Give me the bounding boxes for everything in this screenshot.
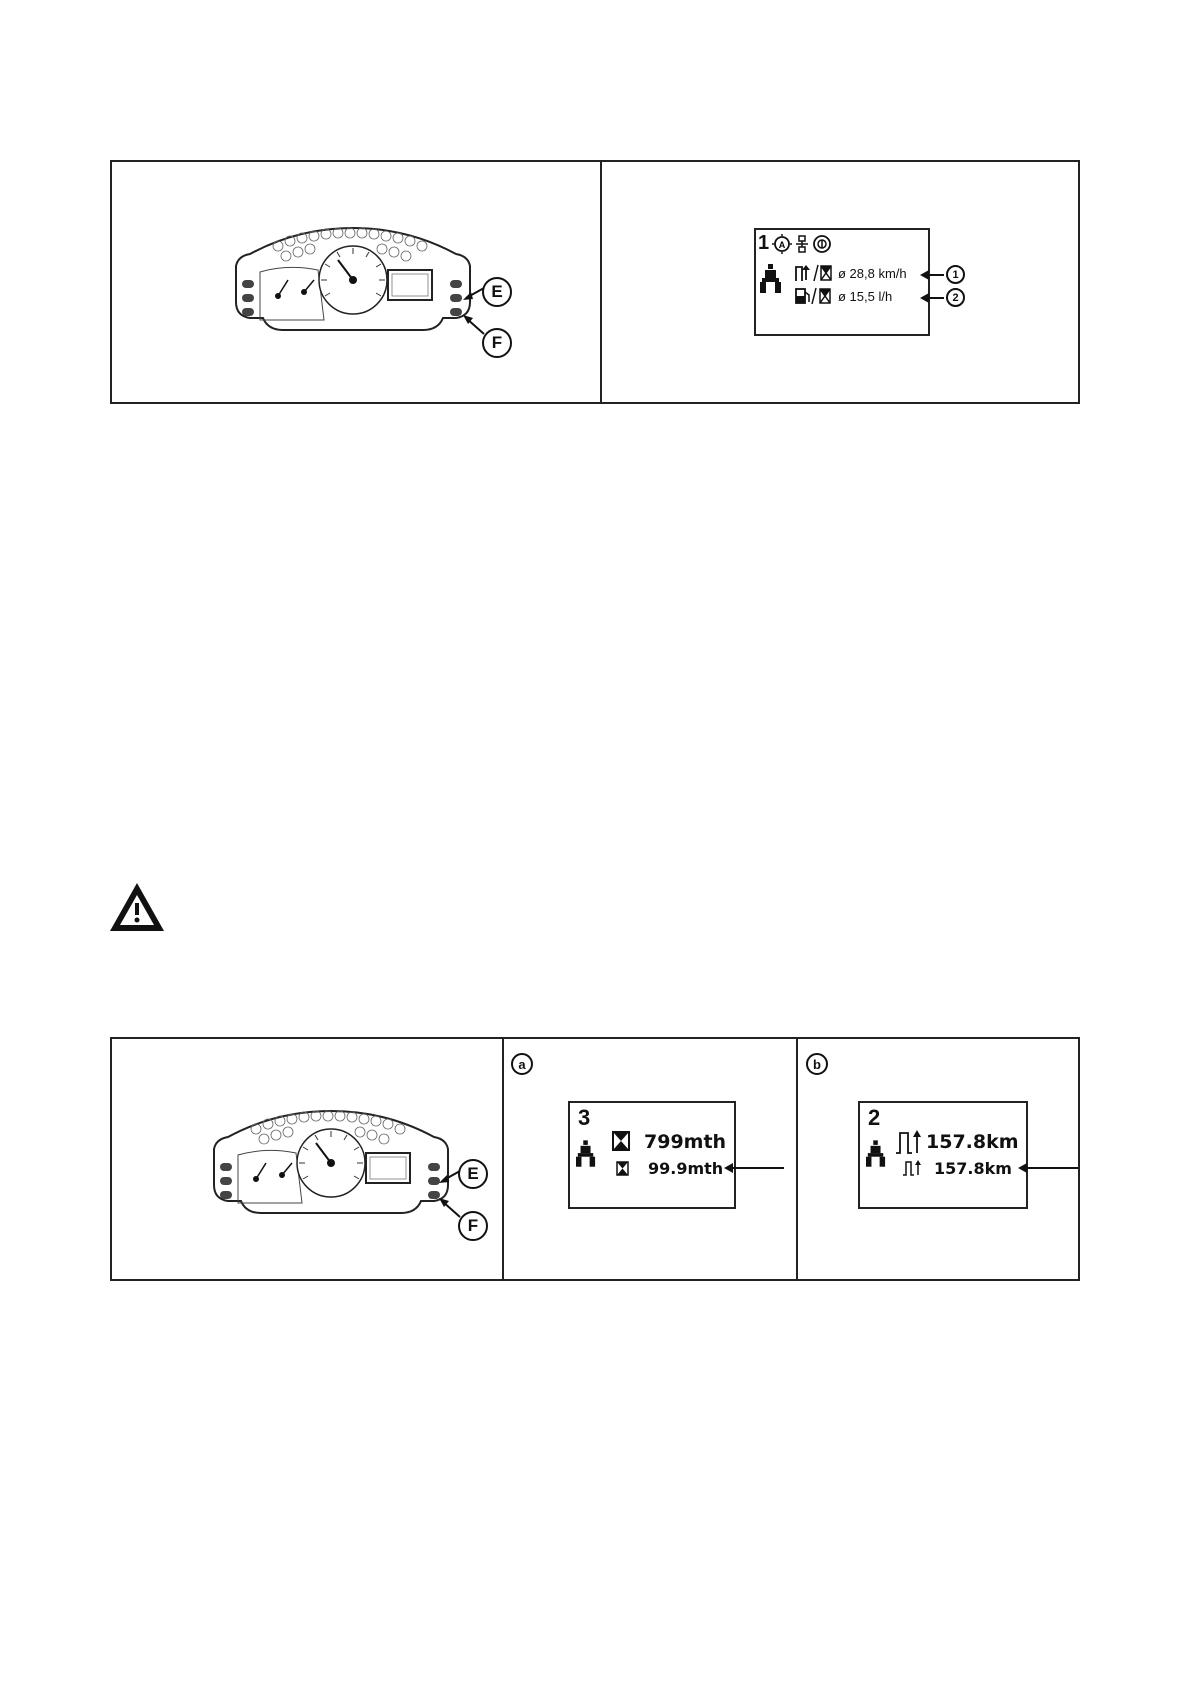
figure-instrument-cluster-counters [110,1037,1080,1281]
panel-b-distance-counter [798,1039,1078,1279]
hourglass-small-icon [616,1161,629,1176]
lcd-distance-total: 157.8km [926,1131,1019,1153]
brake-icon [814,236,830,252]
arrow-head [724,1163,733,1173]
callout-f: F [458,1211,488,1241]
arrow-head-2 [920,293,929,303]
lcd-hour-total: 799mth [644,1131,727,1153]
auto-gear-icon [772,234,792,254]
panel-lcd-averages [602,162,1078,402]
lcd-distance-partial: 157.8km [934,1159,1012,1178]
arrow-head [1018,1163,1027,1173]
panel-label-b: b [806,1053,828,1075]
lcd-screen [858,1101,1028,1209]
pointer-arrow-f [462,312,486,340]
pointer-arrow-e [462,280,486,304]
pointer-arrow-e [438,1163,462,1187]
panel-a-hour-counter [504,1039,796,1279]
instrument-cluster-drawing [206,1107,456,1217]
lcd-average-consumption: ø 15,5 l/h [838,289,893,304]
panel-instrument-cluster [112,1039,502,1279]
distance-icon [894,1129,922,1155]
lcd-page-number: 1 [758,232,770,254]
warning-triangle-icon [108,881,166,933]
distance-time-icon [794,264,834,282]
tractor-icon [760,264,782,294]
lcd-screen [754,228,930,336]
lcd-hour-partial: 99.9mth [648,1159,724,1178]
callout-e: E [482,277,512,307]
lcd-page-number: 2 [868,1105,881,1130]
panel-label-a: a [511,1053,533,1075]
instrument-cluster-drawing [228,224,478,334]
tractor-icon [576,1139,596,1169]
callout-1: 1 [946,265,965,284]
callout-2: 2 [946,288,965,307]
lcd-screen [568,1101,736,1209]
callout-f: F [482,328,512,358]
arrow-head-1 [920,270,929,280]
callout-e: E [458,1159,488,1189]
tractor-icon [866,1139,886,1169]
status-icons [772,233,836,255]
fuel-time-icon [794,287,834,305]
arrow-line [1022,1167,1078,1169]
pointer-arrow-f [438,1195,462,1223]
figure-instrument-cluster-average-values [110,160,1080,404]
distance-small-icon [902,1159,924,1177]
hourglass-icon [612,1131,630,1151]
arrow-line [728,1167,784,1169]
panel-instrument-cluster [112,162,600,402]
svg-text:A: A [778,240,786,250]
axle-icon [796,236,808,252]
lcd-average-speed: ø 28,8 km/h [838,266,907,281]
lcd-page-number: 3 [578,1105,591,1130]
